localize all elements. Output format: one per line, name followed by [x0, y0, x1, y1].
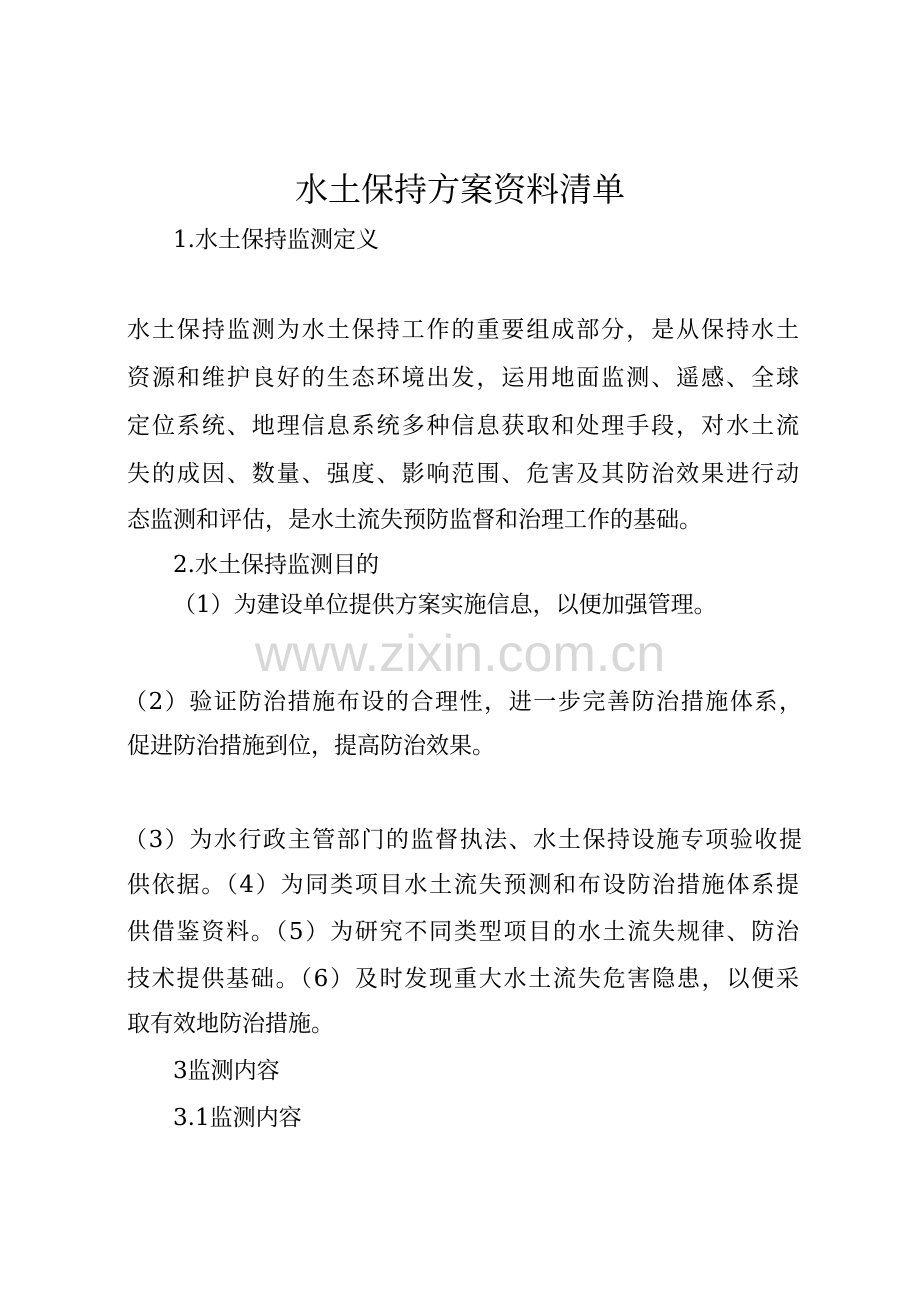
paragraph-line: 水土保持监测为水土保持工作的重要组成部分，是从保持水土: [127, 317, 799, 343]
paragraph-line: 供借鉴资料。（5）为研究不同类型项目的水土流失规律、防治: [127, 919, 799, 945]
paragraph-line: 失的成因、数量、强度、影响范围、危害及其防治效果进行动: [127, 461, 799, 487]
paragraph-line: 资源和维护良好的生态环境出发，运用地面监测、遥感、全球: [127, 365, 799, 391]
paragraph-line: （3）为水行政主管部门的监督执法、水土保持设施专项验收提: [124, 827, 802, 853]
list-item-1: （1）为建设单位提供方案实施信息，以便加强管理。: [173, 592, 717, 618]
paragraph-line: 促进防治措施到位，提高防治效果。: [127, 733, 495, 759]
section-heading-2: 2.水土保持监测目的: [173, 552, 379, 578]
paragraph-line: 供依据。（4）为同类项目水土流失预测和布设防治措施体系提: [127, 872, 799, 898]
paragraph-line: 取有效地防治措施。: [127, 1011, 334, 1037]
paragraph-line: （2）验证防治措施布设的合理性，进一步完善防治措施体系，: [124, 689, 802, 715]
section-heading-1: 1.水土保持监测定义: [173, 227, 379, 253]
paragraph-line: 定位系统、地理信息系统多种信息获取和处理手段，对水土流: [127, 413, 799, 439]
section-heading-3-1: 3.1监测内容: [173, 1105, 302, 1131]
paragraph-line: 态监测和评估，是水土流失预防监督和治理工作的基础。: [127, 507, 702, 533]
section-heading-3: 3监测内容: [173, 1058, 280, 1084]
paragraph-line: 技术提供基础。（6）及时发现重大水土流失危害隐患，以便采: [127, 966, 799, 992]
watermark: www.zixin.com.cn: [254, 625, 666, 683]
document-title: 水土保持方案资料清单: [295, 170, 625, 209]
